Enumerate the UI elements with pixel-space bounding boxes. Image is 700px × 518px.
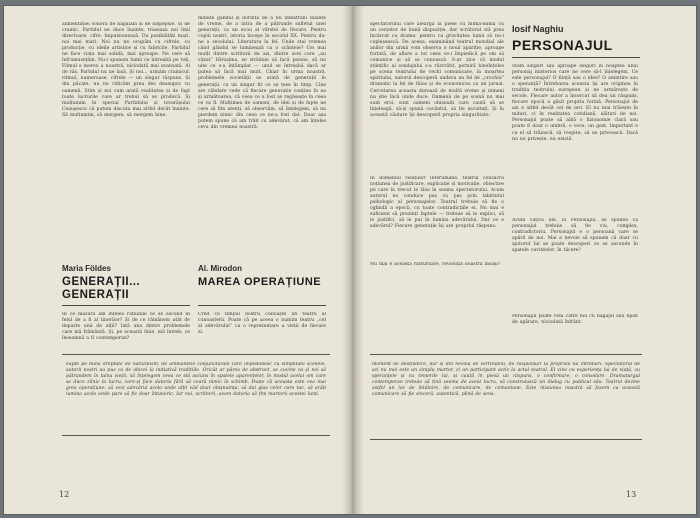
article-title-personajul: PERSONAJUL — [512, 37, 613, 53]
right-col1-after: In domeniul relațiilor interumane, teatrul consacră noțiunea de justificare, explicație și motivație, obiective pe care în trecut le lăsa în seama spectatorului. Acum autorul ne conduce pas cu pas prin labirintul psihologic al personajelor. Teatrul trebuie să fie o oglindă a epocii, cu toate contradicțiile ei. Nu mai e suficient să prezinți faptele — trebuie să le explici, să le justifici, să le pui în lumina adevărului. Dar ce e adevărul? Fiecare generație își are propriul răspuns. — [370, 176, 504, 230]
rule-foldes — [62, 305, 190, 306]
rule-naghiu — [512, 57, 640, 58]
article-title-marea-operatiune: MAREA OPERAȚIUNE — [198, 276, 322, 288]
right-col1-text: spectatorului care alearga la piese cu mimă-mimă cu un cerșetor de bună dispoziție, dar scriitorul stă prea încărcat cu drame, pentru ca gravitatea lumii să nu-i copleșească. De aceea, examinând teatrul mondial ale anilor din urmă vom observa o nouă apariție, aproape forțată, de aflare a tot ceea ce-i împiedică pe om să comunice și să se cunoască. S-ar zice că modul științific al sondajului s-a răzvrătit, porniră bineînțeles pe scena teatrului de vechi comunicare, în moartea spiritului, autorul descoperă undeva un fel de „crochiu” dramatic la fel de tăios și de economicos ca un jurnal. Cercetarea aceasta durează de multă vreme și nimeni nu știe încă unde duce. Oamenii de pe scenă nu mai sunt eroi, sunt oameni obișnuiți care caută să se înțeleagă, să-și spună cuvântul, să fie ascultați. Și în această căutare își descoperă propria singurătate. — [370, 22, 504, 118]
left-footer-italic: Fapte pe bună dreptate de naturalism, de ambianțele conjuncturale care împodobesc cu simplitate scenele, autorii noștri au pus ca de obicei la inițiativă tradițiile. Oricât ar părea de abstract, se cuvine ca și noi să pătrundem în taina vieții, să înțelegem ceea ce stă ascuns în spatele aparențelor, în modul acelui om care se duce zilnic la lucru, care-și face datoria fără să ceară nimic în schimb. Poate că aceasta este cea mai grea operațiune: să vezi adevărul acolo unde alții văd doar obișnuința, să dai glas celor care tac, să arăți lumina acolo unde pare să fie doar întuneric. Iar noi, scriitorii, avem datoria să fim martorii acestei lumi. — [66, 362, 326, 398]
left-col1-intro: alimentației sonoră de hăpăială și de dispepsie. Și de crainic. Partidul ne duce înainte, traseaza noi linii directoare, cifre. Impulsionează. Da posibilități mari, noi mai mari. Noi nu ne ocupăm ca cifrele, cu producție, cu ideile artistice și cu fabricile. Partidul ne face viața mai solidă, mai aproape. Ne cere să înfrumusețăm. Nu-i spunem lumii ce întreabă pe toți. Filmul e mereu a noastră, niciodată mai avansată. Al de râs. Partidul nu ne lasă. Și noi... urmăm crainicul, ritmul, numeroase, cifrele — un singur răspuns. Și din păcate, nu ne ridicăm prea des deasupra cu oamenii. Știm și noi cum arată realitatea și de fapt toate lucrurile care ar trebui să se producă. Și mulțumim în special Partidului și tovarășului Ceaușescu că putem discuta mai altfel decât înainte. Să mulțumim, să mergem, să mergem bine. — [62, 22, 190, 118]
spine-gutter — [342, 6, 364, 514]
article-body-foldes: In ce măsură am înțeles rațiunile ce se ascund în felul de a fi al tinerilor? Și de ce rămânem atât de departe unii de alții? Iată una dintre problemele care mă frământă. Și, pe această linie, mă întreb: ce înseamnă a fi contemporan? — [62, 312, 190, 342]
article-author-foldes: Maria Földes — [62, 264, 111, 273]
right-col1-end: Nu mai e această răsturnare, revoluția noastră însăși? — [370, 262, 501, 267]
article-body-mirodon: Cred că timpul nostru cunoaște un teatru al cunoașterii. Poate că pe aceea o numim teatru „cel al adevărului” ca o reprezentare a vieții de fiecare zi. — [198, 312, 326, 336]
rule-mirodon — [198, 305, 326, 306]
left-col2-intro: minute gândul și dorința de a nu îmbătrâni înainte de vreme, de a intra de a pătrunde sufletul unei generații, ca un ecou al vârstei de fiecare. Pentru copiii noștri, istoria începe în secolul XX. Pentru du-ne a secolului. Literatura la fel. Unde stai vremea când gândul se luminează ca o scânteie? Cei mai mulți dintre scriitorii de azi, dintre acei care „au văzut” Hiroșima, se străduie să facă poezie, să nu uite ce s-a întâmplat — unul se întreabă dacă ar putea să facă mai mult. Chiar în urma noastră, problemele societății se arată de generații în generații, ca un singur fir ce se țese în timp. Cine are răbdare vede că fiecare generație conține în ea și următoarea, că ceea ce a fost se regăsește în ceea ce va fi. Mulțimea de oameni, de idei și de fapte ne cere să fim atenți, să observăm, să înțelegem, să nu pierdem nimic din ceea ce ne-a fost dat. Doar așa putem spune că am trăit cu adevărat, că am înțeles ceva din vremea noastră. — [198, 16, 326, 130]
page-number-right: 13 — [626, 490, 637, 499]
page-number-left: 12 — [59, 490, 70, 499]
article-title-generatii-2: GENERAȚII — [62, 289, 130, 301]
left-page — [4, 6, 342, 514]
right-col2-mid: Acum câțiva ani, la Personajul, se spunea că personajul trebuie să fie viu, complex, contradictoriu. Personajul e o persoană care se apără de noi. Mai e nevoie să spunem că doar cu ajutorul lui se poate descoperi ce se ascunde în spatele cuvintelor, în tăcere? — [512, 218, 638, 254]
article-author-mirodon: Al. Mirodon — [198, 264, 242, 273]
magazine-spread — [4, 6, 696, 514]
right-col2-text: Stăm singuri sau aproape singuri în noaptea unui personaj misterios care ne cere să-l înțelegem. Ce este personajul? O ființă sau o idee? O amintire sau o speranță? Întrebarea aceasta își are originea în tradiția teatrului european și ne urmărește de secole. Fiecare autor a încercat să dea un răspuns, fiecare epocă a găsit propria formă. Personajul de azi e altfel decât cel de ieri. El nu mai trăiește în mituri, ci în realitatea cotidiană, alături de noi. Personajul poate să aibă o fizionomie clară sau poate fi doar o umbră, o voce, un gest. Important e ca el să trăiască, să respire, să ne privească. Dacă nu ne privește, nu există. — [512, 64, 638, 142]
right-page — [364, 6, 696, 514]
article-author-naghiu: Iosif Naghiu — [512, 24, 564, 34]
right-footer-italic: moment de destindere, dar și din nevoia de certitudini, de răspunsuri la propriile lui întrebări. Spectatorul de azi nu mai este un simplu martor, ci un participant activ la actul teatral. El vine cu experiența lui de viață, cu speranțele și cu temerile lui, și caută în piesă un răspuns, o confirmare, o consolare. Dramaturgul contemporan trebuie să țină seama de acest lucru, să construiască un dialog cu publicul său. Teatrul devine astfel un loc de întâlnire, de comunicare, de comuniune. Este misiunea noastră să facem ca această comunicare să fie sinceră, autentică, plină de sens. — [372, 362, 640, 398]
article-title-generatii-1: GENERAȚII... — [62, 276, 141, 288]
right-col2-end: Personajul poate veni către noi cu bagajul sau lipsit de apărare, niciodată înfrânt. — [512, 314, 638, 326]
